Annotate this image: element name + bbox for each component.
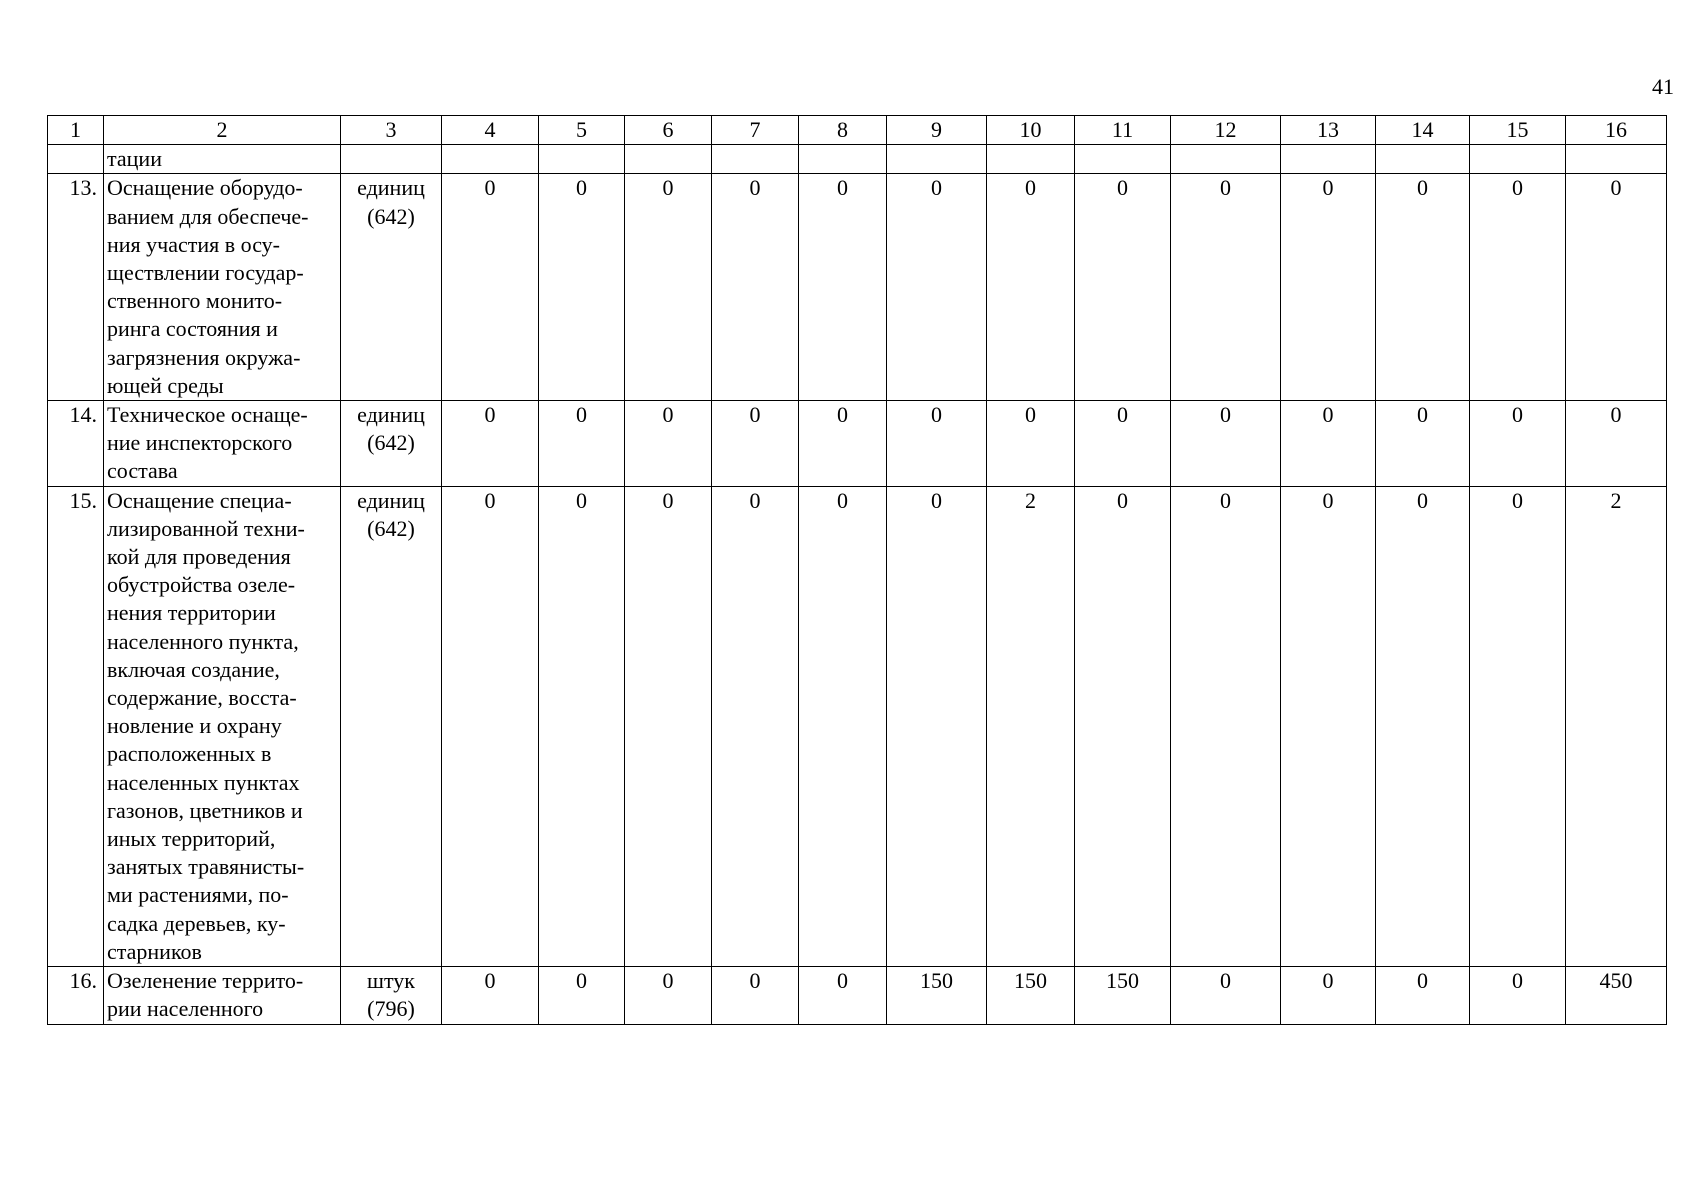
value-cell: 0 (539, 401, 625, 487)
value-cell: 0 (539, 486, 625, 966)
value-cell: 0 (1376, 967, 1470, 1024)
row-name-line: населенных пунктах (107, 769, 300, 795)
value-cell: 0 (1566, 401, 1667, 487)
value-cell: 0 (1376, 174, 1470, 401)
continuation-empty-cell (1171, 145, 1281, 174)
continuation-empty-cell (1075, 145, 1171, 174)
value-cell: 0 (1470, 174, 1566, 401)
value-cell: 0 (1171, 486, 1281, 966)
value-cell: 0 (887, 486, 987, 966)
value-cell: 0 (1470, 401, 1566, 487)
row-name-line: нения территории (107, 600, 276, 626)
value-cell: 0 (987, 401, 1075, 487)
value-cell: 0 (1376, 401, 1470, 487)
continuation-empty-cell (1281, 145, 1376, 174)
value-cell: 0 (1075, 486, 1171, 966)
value-cell: 0 (1281, 401, 1376, 487)
value-cell: 150 (987, 967, 1075, 1024)
page-number: 41 (1652, 74, 1674, 99)
continuation-empty-cell (539, 145, 625, 174)
row-name-line: населенного пункта, (107, 628, 299, 654)
value-cell: 0 (712, 401, 799, 487)
value-cell: 150 (1075, 967, 1171, 1024)
row-unit-line: (642) (367, 430, 415, 456)
value-cell: 0 (1171, 401, 1281, 487)
column-header: 11 (1075, 116, 1171, 145)
value-cell: 0 (1470, 967, 1566, 1024)
row-name-line: занятых травянисты- (107, 854, 305, 880)
row-unit (341, 967, 442, 1024)
value-cell: 0 (799, 174, 887, 401)
row-number: 13. (48, 174, 104, 401)
value-cell: 0 (987, 174, 1075, 401)
column-header: 1 (48, 116, 104, 145)
row-name-line: ми растениями, по- (107, 882, 289, 908)
row-unit-line: штук (367, 968, 415, 994)
value-cell: 0 (625, 967, 712, 1024)
column-header: 15 (1470, 116, 1566, 145)
row-name-line: Озеленение террито- (107, 968, 304, 994)
row-name-line: иных территорий, (107, 826, 276, 852)
row-name-line: рии населенного (107, 996, 264, 1022)
value-cell: 0 (442, 174, 539, 401)
row-name-line: обустройства озеле- (107, 572, 296, 598)
row-name-line: ринга состояния и (107, 316, 278, 342)
value-cell: 0 (625, 401, 712, 487)
row-name-line: ние инспекторского (107, 430, 293, 456)
row-unit-line: единиц (357, 487, 425, 513)
value-cell: 0 (887, 401, 987, 487)
row-unit-line: единиц (357, 175, 425, 201)
table-row (48, 401, 1667, 487)
row-name-line: расположенных в (107, 741, 272, 767)
value-cell: 0 (1470, 486, 1566, 966)
value-cell: 0 (442, 401, 539, 487)
column-header: 10 (987, 116, 1075, 145)
value-cell: 0 (887, 174, 987, 401)
row-unit-line: (796) (367, 996, 415, 1022)
column-header: 2 (104, 116, 341, 145)
row-name-line: Оснащение специа- (107, 487, 292, 513)
row-name (104, 967, 341, 1024)
row-name-line: кой для проведения (107, 544, 291, 570)
value-cell: 450 (1566, 967, 1667, 1024)
continuation-empty-cell (625, 145, 712, 174)
row-name-line: содержание, восста- (107, 685, 297, 711)
value-cell: 0 (442, 486, 539, 966)
column-header-row (48, 116, 1667, 145)
column-header: 12 (1171, 116, 1281, 145)
column-header: 3 (341, 116, 442, 145)
column-header: 9 (887, 116, 987, 145)
row-unit (341, 401, 442, 487)
row-unit (341, 486, 442, 966)
value-cell: 0 (1281, 174, 1376, 401)
row-name-line: ственного монито- (107, 288, 283, 314)
row-number: 16. (48, 967, 104, 1024)
column-header: 13 (1281, 116, 1376, 145)
continuation-empty-cell (987, 145, 1075, 174)
column-header: 7 (712, 116, 799, 145)
row-name-line: лизированной техни- (107, 515, 305, 541)
value-cell: 0 (712, 486, 799, 966)
row-unit (341, 174, 442, 401)
row-name (104, 486, 341, 966)
continuation-empty-cell (1376, 145, 1470, 174)
row-name-line: Техническое оснаще- (107, 402, 308, 428)
value-cell: 0 (625, 174, 712, 401)
row-name-line: газонов, цветников и (107, 797, 303, 823)
column-header: 14 (1376, 116, 1470, 145)
column-header: 6 (625, 116, 712, 145)
value-cell: 0 (1376, 486, 1470, 966)
value-cell: 0 (625, 486, 712, 966)
continuation-row (48, 145, 1667, 174)
continuation-empty-cell (341, 145, 442, 174)
row-name (104, 174, 341, 401)
row-unit-line: (642) (367, 515, 415, 541)
value-cell: 0 (1075, 401, 1171, 487)
continuation-empty-cell (799, 145, 887, 174)
row-name-line: состава (107, 458, 178, 484)
value-cell: 0 (1281, 486, 1376, 966)
value-cell: 0 (1171, 967, 1281, 1024)
value-cell: 2 (987, 486, 1075, 966)
row-unit-line: (642) (367, 203, 415, 229)
continuation-empty-cell (1470, 145, 1566, 174)
row-name-line: включая создание, (107, 656, 280, 682)
continuation-empty-cell (1566, 145, 1667, 174)
value-cell: 0 (712, 174, 799, 401)
row-name-line: ния участия в осу- (107, 231, 281, 257)
continuation-num-cell (48, 145, 104, 174)
value-cell: 0 (442, 967, 539, 1024)
row-name (104, 401, 341, 487)
row-name-line: новление и охрану (107, 713, 282, 739)
value-cell: 0 (799, 967, 887, 1024)
continuation-empty-cell (712, 145, 799, 174)
row-name-line: садка деревьев, ку- (107, 910, 286, 936)
table-row (48, 967, 1667, 1024)
continuation-name-cell: тации (104, 145, 341, 174)
row-number: 15. (48, 486, 104, 966)
value-cell: 0 (712, 967, 799, 1024)
row-unit-line: единиц (357, 402, 425, 428)
continuation-empty-cell (442, 145, 539, 174)
value-cell: 0 (539, 967, 625, 1024)
continuation-empty-cell (887, 145, 987, 174)
column-header: 4 (442, 116, 539, 145)
value-cell: 0 (1075, 174, 1171, 401)
row-name-line: ванием для обеспече- (107, 203, 309, 229)
value-cell: 0 (539, 174, 625, 401)
data-table (47, 115, 1667, 1025)
row-name-line: старников (107, 938, 202, 964)
row-number: 14. (48, 401, 104, 487)
column-header: 8 (799, 116, 887, 145)
row-name-line: ющей среды (107, 372, 224, 398)
value-cell: 0 (1281, 967, 1376, 1024)
table-row (48, 174, 1667, 401)
value-cell: 0 (799, 401, 887, 487)
row-name-line: Оснащение оборудо- (107, 175, 303, 201)
column-header: 5 (539, 116, 625, 145)
value-cell: 150 (887, 967, 987, 1024)
value-cell: 0 (1171, 174, 1281, 401)
row-name-line: загрязнения окружа- (107, 344, 301, 370)
row-name-line: ществлении государ- (107, 260, 304, 286)
table-row (48, 486, 1667, 966)
value-cell: 0 (799, 486, 887, 966)
column-header: 16 (1566, 116, 1667, 145)
value-cell: 2 (1566, 486, 1667, 966)
value-cell: 0 (1566, 174, 1667, 401)
